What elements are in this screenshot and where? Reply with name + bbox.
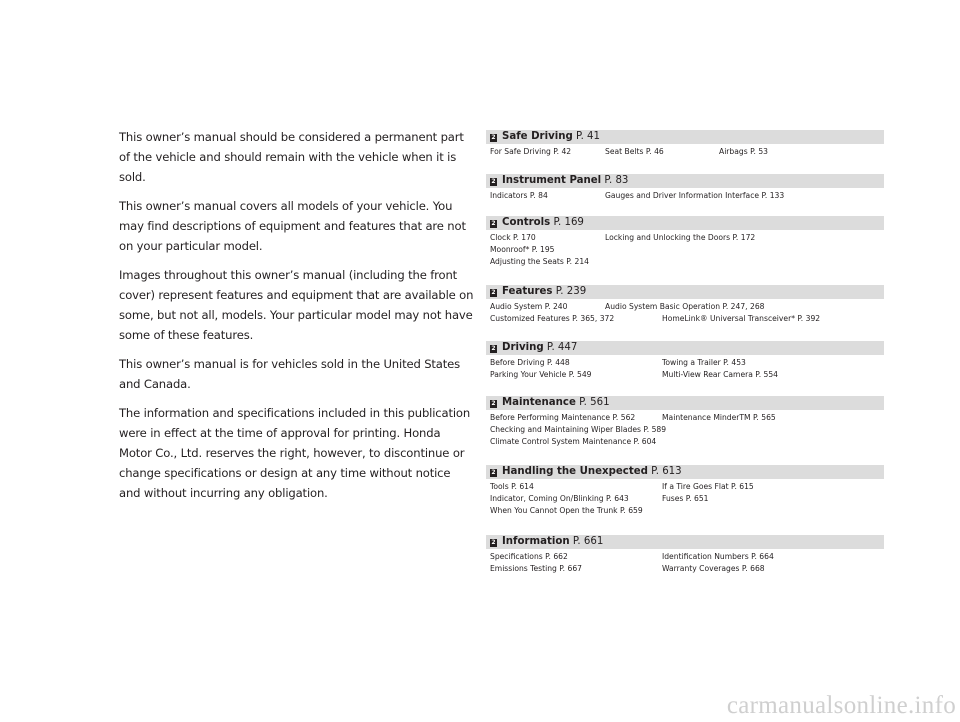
- toc-link[interactable]: Seat Belts P. 46: [605, 147, 664, 156]
- toc-page[interactable]: P. 613: [651, 466, 682, 477]
- toc-heading[interactable]: [486, 465, 884, 479]
- toc-link[interactable]: Gauges and Driver Information Interface P. 133: [605, 191, 785, 200]
- toc-link[interactable]: Before Driving P. 448: [490, 358, 570, 367]
- arrow-icon: 2: [491, 178, 496, 185]
- toc-link[interactable]: Tools P. 614: [490, 482, 534, 491]
- toc-link[interactable]: If a Tire Goes Flat P. 615: [662, 482, 754, 491]
- toc-link[interactable]: Customized Features P. 365, 372: [490, 314, 615, 323]
- toc-link[interactable]: Identification Numbers P. 664: [662, 552, 774, 561]
- toc-section-maintenance: [486, 396, 884, 448]
- toc-title[interactable]: Maintenance: [502, 397, 576, 408]
- arrow-icon: 2: [491, 134, 496, 141]
- toc-link[interactable]: HomeLink® Universal Transceiver* P. 392: [662, 314, 821, 323]
- toc-section-features: [486, 285, 884, 325]
- toc-heading[interactable]: [486, 341, 884, 355]
- toc-section-instrument-panel: [486, 174, 884, 202]
- toc-link[interactable]: Specifications P. 662: [490, 552, 568, 561]
- toc-link[interactable]: Audio System Basic Operation P. 247, 268: [605, 302, 765, 311]
- toc-title[interactable]: Information: [502, 536, 570, 547]
- toc-link[interactable]: Warranty Coverages P. 668: [662, 564, 765, 573]
- arrow-icon: 2: [491, 289, 496, 296]
- toc-link[interactable]: Before Performing Maintenance P. 562: [490, 413, 636, 422]
- toc-link[interactable]: Locking and Unlocking the Doors P. 172: [605, 233, 756, 242]
- intro-paragraph-4: This owner’s manual is for vehicles sold in the United States and Canada.: [119, 357, 461, 391]
- toc-page[interactable]: P. 83: [604, 175, 629, 186]
- toc-link[interactable]: Indicators P. 84: [490, 191, 548, 200]
- toc-link[interactable]: Maintenance MinderTM P. 565: [662, 413, 776, 422]
- intro-paragraph-5: The information and specifications included in this publication were in effect at the time of approval for printing. Honda Motor Co., Ltd. reserves the right, however, to discontinue or change specifications or design at any time without notice and without incurring any obligation.: [119, 406, 471, 500]
- toc-link[interactable]: Checking and Maintaining Wiper Blades P. 589: [490, 425, 667, 434]
- toc-link[interactable]: Towing a Trailer P. 453: [662, 358, 746, 367]
- arrow-icon: 2: [491, 345, 496, 352]
- toc-link[interactable]: When You Cannot Open the Trunk P. 659: [490, 506, 643, 515]
- toc-section-driving: [486, 341, 884, 381]
- intro-paragraph-2: This owner’s manual covers all models of your vehicle. You may find descriptions of equipment and features that are not on your particular model.: [119, 199, 466, 253]
- arrow-icon: 2: [491, 469, 496, 476]
- toc-page[interactable]: P. 41: [576, 131, 601, 142]
- toc-link[interactable]: Multi-View Rear Camera P. 554: [662, 370, 779, 379]
- toc-section-controls: [486, 216, 884, 268]
- toc-section-information: [486, 535, 884, 575]
- toc-link[interactable]: Fuses P. 651: [662, 494, 709, 503]
- toc-page[interactable]: P. 447: [546, 342, 578, 353]
- watermark: carmanualsonline.info: [726, 692, 956, 719]
- toc-link[interactable]: Indicator, Coming On/Blinking P. 643: [490, 494, 629, 503]
- toc-title[interactable]: Driving: [502, 342, 544, 353]
- toc-link[interactable]: Adjusting the Seats P. 214: [490, 257, 589, 266]
- toc-page[interactable]: P. 169: [553, 217, 584, 228]
- intro-text: [119, 127, 475, 512]
- toc-heading[interactable]: [486, 285, 884, 299]
- intro-paragraph-3: Images throughout this owner’s manual (including the front cover) represent features and equipment that are available on some, but not all, models. Your particular model may not have some of these features.: [119, 268, 474, 342]
- toc-title[interactable]: Instrument Panel: [502, 175, 602, 186]
- toc-page[interactable]: P. 239: [555, 286, 587, 297]
- toc-title[interactable]: Controls: [502, 217, 551, 228]
- toc-heading[interactable]: [486, 174, 884, 188]
- toc-heading[interactable]: [486, 396, 884, 410]
- toc-heading[interactable]: [486, 535, 884, 549]
- toc-link[interactable]: For Safe Driving P. 42: [490, 147, 572, 156]
- toc-title[interactable]: Features: [502, 286, 553, 297]
- toc-page[interactable]: P. 561: [579, 397, 610, 408]
- toc-link[interactable]: Airbags P. 53: [719, 147, 768, 156]
- toc-link[interactable]: Emissions Testing P. 667: [490, 564, 582, 573]
- toc-section-handling-the-unexpected: [486, 465, 884, 517]
- toc-title[interactable]: Safe Driving: [502, 131, 573, 142]
- toc-link[interactable]: Audio System P. 240: [490, 302, 568, 311]
- arrow-icon: 2: [491, 539, 496, 546]
- toc-heading[interactable]: [486, 130, 884, 144]
- toc-heading[interactable]: [486, 216, 884, 230]
- toc-link[interactable]: Climate Control System Maintenance P. 604: [490, 437, 657, 446]
- toc-section-safe-driving: [486, 130, 884, 158]
- toc-link[interactable]: Clock P. 170: [490, 233, 536, 242]
- toc-title[interactable]: Handling the Unexpected: [502, 466, 648, 477]
- toc-page[interactable]: P. 661: [572, 536, 604, 547]
- intro-paragraph-1: This owner’s manual should be considered a permanent part of the vehicle and should remain with the vehicle when it is sold.: [119, 130, 464, 184]
- arrow-icon: 2: [491, 400, 496, 407]
- toc-link[interactable]: Moonroof* P. 195: [490, 245, 555, 254]
- toc-link[interactable]: Parking Your Vehicle P. 549: [490, 370, 592, 379]
- arrow-icon: 2: [491, 220, 496, 227]
